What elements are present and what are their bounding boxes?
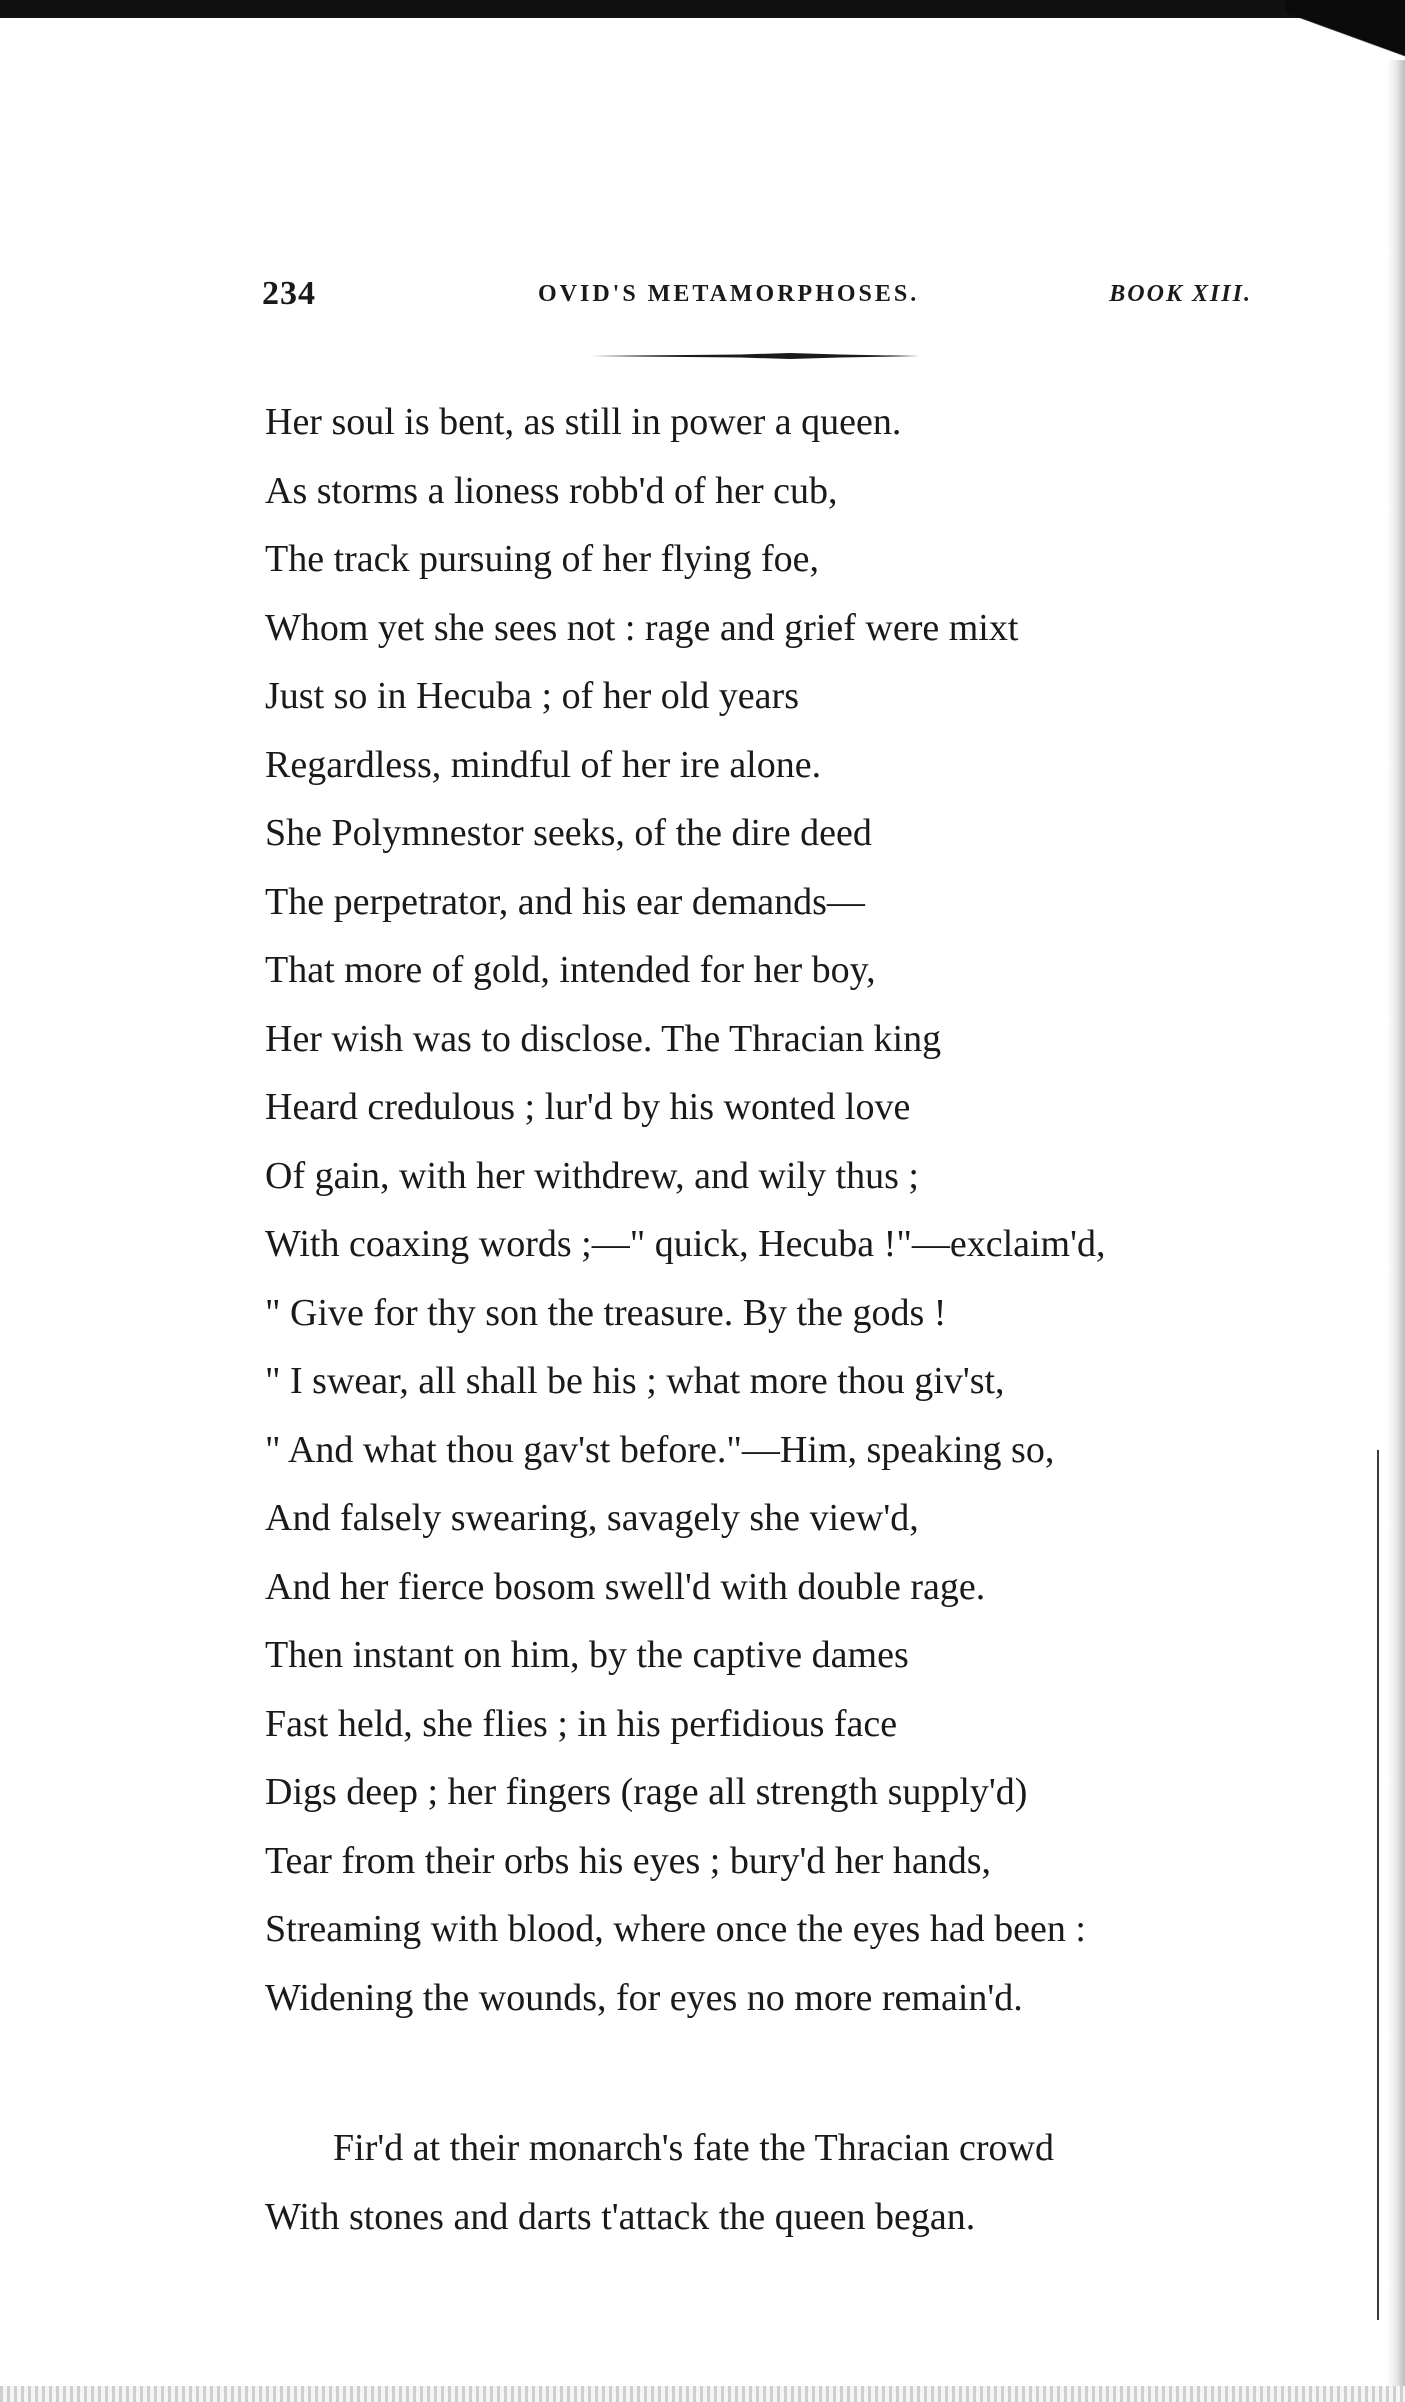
verse-line: She Polymnestor seeks, of the dire deed	[265, 812, 872, 854]
verse-line: Widening the wounds, for eyes no more remain'd.	[265, 1976, 1023, 2019]
verse-line: Then instant on him, by the captive dames	[265, 1634, 909, 1676]
verse-line: Fast held, she flies ; in his perfidious face	[265, 1702, 898, 1745]
verse-line: Streaming with blood, where once the eyes had been :	[265, 1908, 1086, 1950]
stanza-1	[265, 388, 1295, 2032]
running-title: OVID'S METAMORPHOSES.	[538, 281, 920, 307]
book-label: BOOK XIII.	[1109, 281, 1252, 307]
verse-line: Tear from their orbs his eyes ; bury'd her hands,	[265, 1839, 991, 1882]
page-number: 234	[262, 275, 316, 312]
verse-line: Of gain, with her withdrew, and wily thus ;	[265, 1154, 919, 1197]
verse-line: " And what thou gav'st before."—Him, speaking so,	[265, 1428, 1055, 1471]
verse-line: " Give for thy son the treasure. By the gods !	[265, 1291, 947, 1334]
verse-line: Her soul is bent, as still in power a queen.	[265, 401, 902, 443]
verse-line: Her wish was to disclose. The Thracian king	[265, 1017, 942, 1060]
verse-line: Whom yet she sees not : rage and grief were mixt	[265, 606, 1019, 649]
verse-line: Fir'd at their monarch's fate the Thracian crowd	[333, 2127, 1054, 2169]
verse-line: " I swear, all shall be his ; what more thou giv'st,	[265, 1360, 1005, 1402]
stanza-2	[265, 2114, 1295, 2251]
verse-line: As storms a lioness robb'd of her cub,	[265, 469, 838, 512]
verse-line: With stones and darts t'attack the queen began.	[265, 2195, 976, 2238]
verse-line: Just so in Hecuba ; of her old years	[265, 675, 799, 717]
stanza-break	[265, 2032, 1295, 2114]
verse-line: The track pursuing of her flying foe,	[265, 538, 819, 580]
verse-line: With coaxing words ;—" quick, Hecuba !"—exclaim'd,	[265, 1223, 1106, 1265]
verse-line: That more of gold, intended for her boy,	[265, 949, 876, 991]
running-header	[262, 275, 1252, 325]
header-rule-ornament	[590, 352, 920, 360]
verse-line: Heard credulous ; lur'd by his wonted love	[265, 1086, 911, 1128]
verse-line: And falsely swearing, savagely she view'd,	[265, 1497, 919, 1539]
verse-line: Digs deep ; her fingers (rage all strength supply'd)	[265, 1771, 1028, 1813]
verse-line: Regardless, mindful of her ire alone.	[265, 743, 822, 786]
poem-text	[265, 388, 1295, 2251]
verse-line: The perpetrator, and his ear demands—	[265, 880, 865, 923]
verse-line: And her fierce bosom swell'd with double rage.	[265, 1565, 986, 1608]
